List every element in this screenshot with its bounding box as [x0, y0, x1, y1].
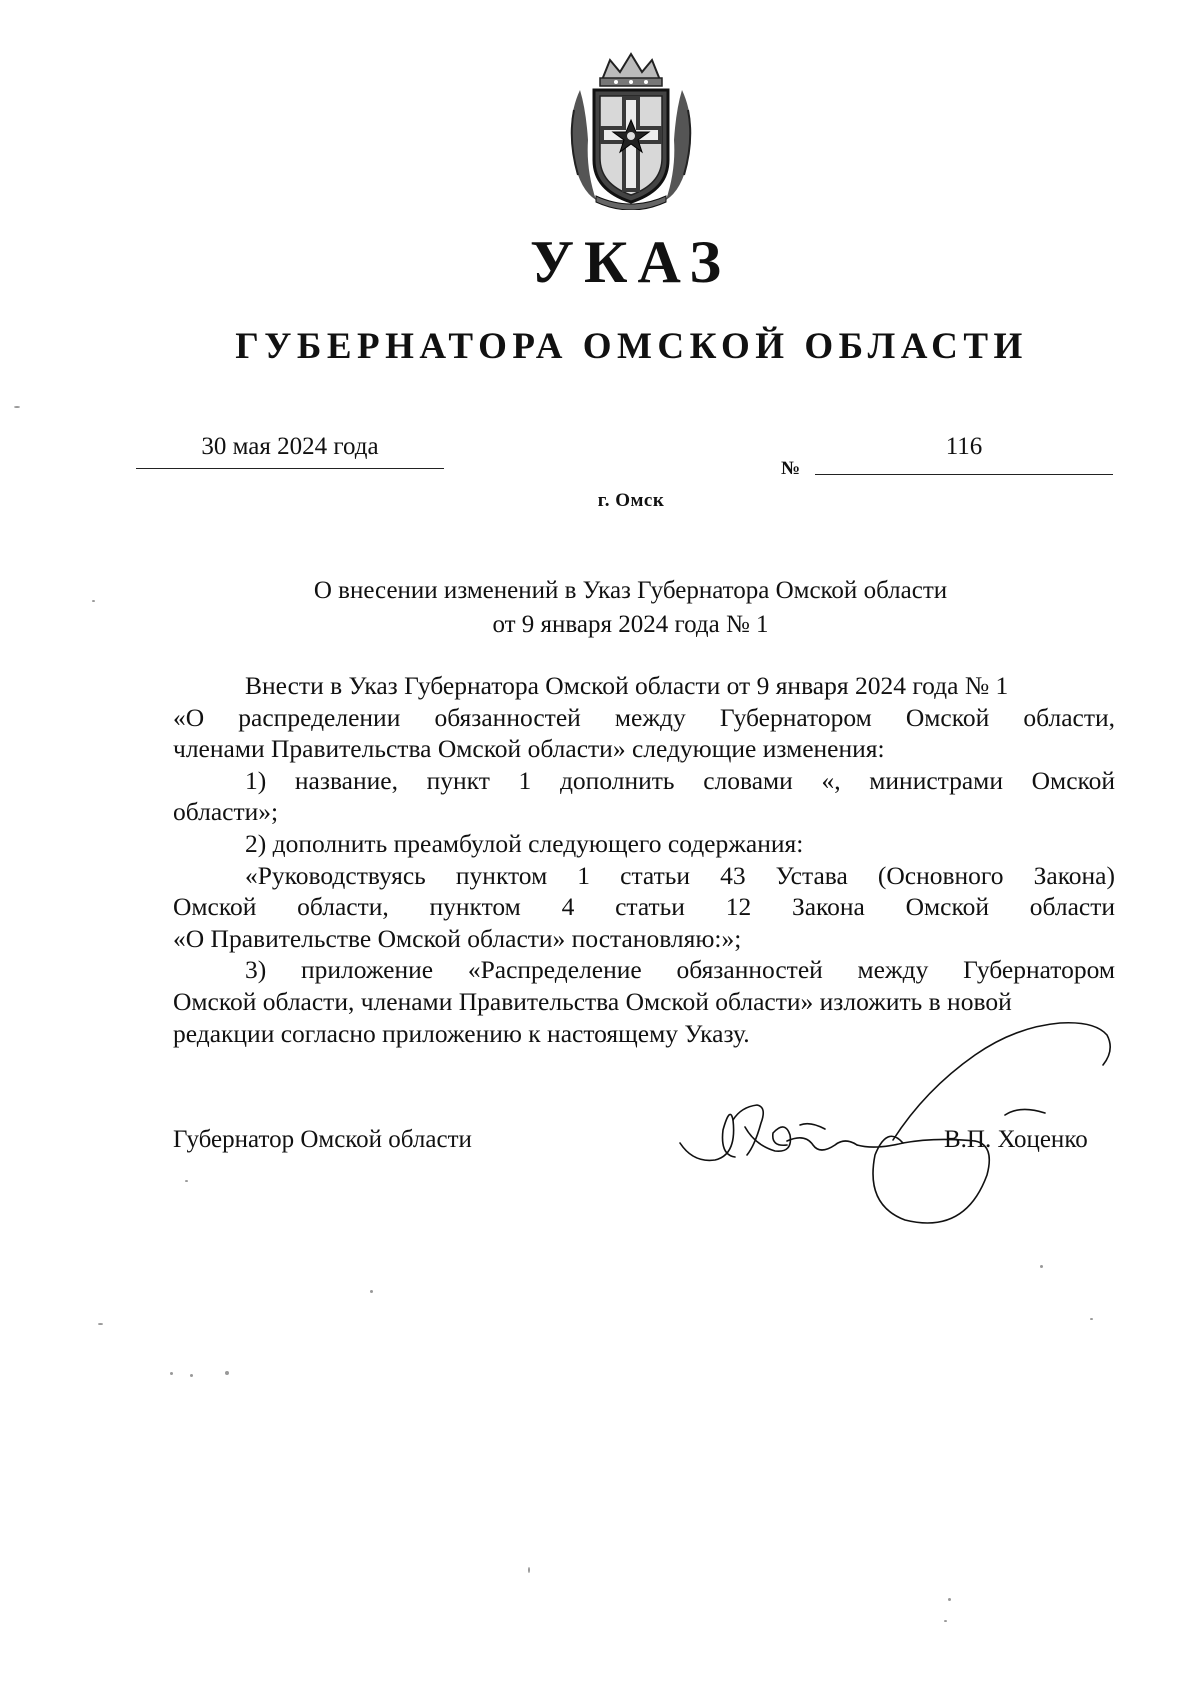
- decree-number: 116: [945, 433, 983, 460]
- scan-speck: [170, 1372, 173, 1375]
- number-underline: [815, 474, 1113, 475]
- document-title: УКАЗ: [529, 229, 732, 295]
- number-sign: №: [781, 458, 801, 479]
- body-line: Омской области, пунктом 4 статьи 12 Закона Омской области: [173, 892, 1115, 922]
- document-issuer: ГУБЕРНАТОРА ОМСКОЙ ОБЛАСТИ: [235, 326, 1028, 367]
- signatory-role: Губернатор Омской области: [173, 1126, 472, 1153]
- subject-line: О внесении изменений в Указ Губернатора Омской области: [313, 577, 948, 604]
- body-line: «О Правительстве Омской области» постановляю:»;: [173, 923, 742, 953]
- scan-speck: [1040, 1265, 1043, 1268]
- scan-speck: [1090, 1318, 1093, 1320]
- scan-speck: [948, 1598, 951, 1601]
- body-line: «О распределении обязанностей между Губернатором Омской области,: [173, 702, 1115, 732]
- decree-subject: [200, 574, 1061, 642]
- body-line: 2) дополнить преамбулой следующего содержания:: [245, 828, 804, 858]
- decree-date: 30 мая 2024 года: [201, 433, 379, 460]
- scan-speck: [185, 1180, 188, 1182]
- body-line: 3) приложение «Распределение обязанностей между Губернатором: [245, 955, 1115, 985]
- body-line: Омской области, членами Правительства Омской области» изложить в новой: [173, 986, 1012, 1016]
- scan-speck: [190, 1374, 193, 1377]
- scan-speck: [528, 1567, 530, 1573]
- scan-speck: [14, 406, 20, 408]
- scan-speck: [370, 1290, 373, 1293]
- body-line: членами Правительства Омской области» следующие изменения:: [173, 734, 885, 764]
- body-line: 1) название, пункт 1 дополнить словами «, министрами Омской: [245, 765, 1115, 795]
- subject-line: от 9 января 2024 года № 1: [492, 611, 769, 638]
- body-line: Внести в Указ Губернатора Омской области от 9 января 2024 года № 1: [245, 671, 1009, 700]
- scan-speck: [98, 1323, 103, 1325]
- signatory-name: В.П. Хоценко: [944, 1126, 1088, 1153]
- body-line: «Руководствуясь пунктом 1 статьи 43 Устава (Основного Закона): [245, 860, 1115, 890]
- issue-city: г. Омск: [597, 490, 665, 511]
- body-line: редакции согласно приложению к настоящему Указу.: [173, 1018, 750, 1048]
- scan-speck: [944, 1620, 947, 1622]
- decree-body: [173, 670, 1115, 1049]
- scan-speck: [225, 1371, 229, 1375]
- coat-of-arms-icon: [566, 50, 696, 210]
- date-underline: [136, 468, 444, 469]
- scan-speck: [92, 600, 95, 602]
- body-line: области»;: [173, 797, 279, 827]
